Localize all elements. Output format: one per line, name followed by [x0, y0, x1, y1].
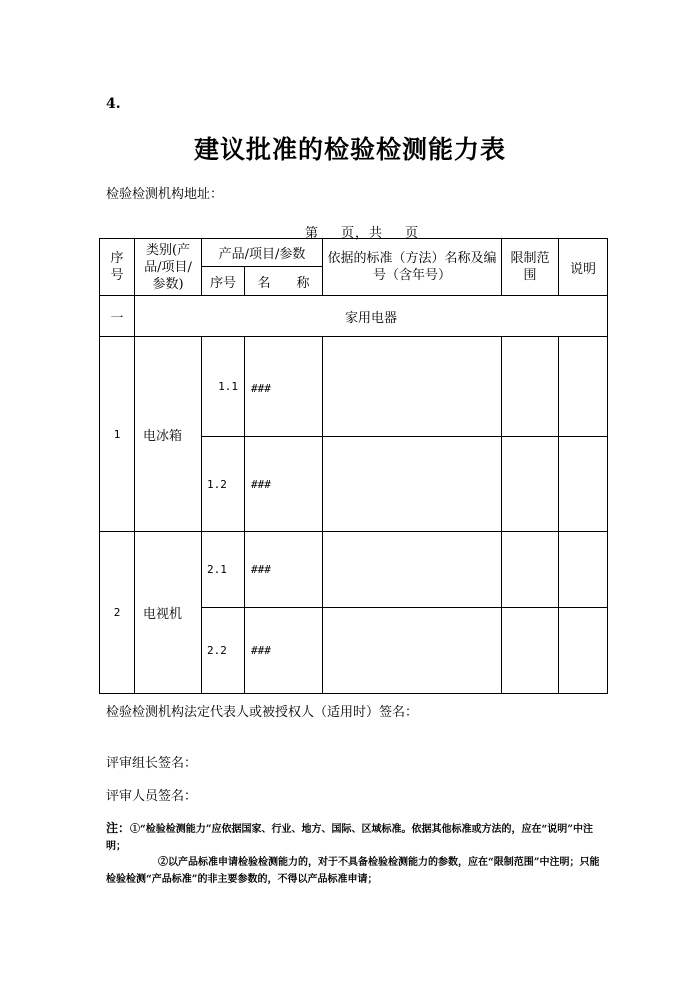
section-number: 4.: [106, 96, 121, 112]
item-name: ###: [245, 337, 323, 437]
team-leader-signature-label: 评审组长签名：: [106, 756, 198, 771]
item-name: ###: [245, 608, 323, 694]
note-2: ②以产品标准申请检验检测能力的，对于不具备检验检测能力的参数，应在“限制范围”中注明；只能检验检测“产品标准”的非主要参数的，不得以产品标准申请；: [106, 857, 600, 885]
header-limit: 限制范围: [502, 239, 559, 296]
header-seq: 序号: [100, 239, 135, 296]
header-product-group: 产品/项目/参数: [202, 239, 323, 267]
table-row: [100, 337, 608, 437]
header-row-1: [100, 239, 608, 267]
header-sub-seq: 序号: [202, 267, 245, 296]
section-label: 家用电器: [135, 296, 608, 337]
item-standard: [323, 532, 502, 608]
header-category: 类别(产品/项目/参数): [135, 239, 202, 296]
item-sub-number: 2.1: [202, 532, 245, 608]
item-name: ###: [245, 437, 323, 532]
item-remark: [559, 337, 608, 437]
group-index: 2: [100, 532, 135, 694]
note-1: [106, 820, 606, 855]
item-sub-number: 1.1: [202, 337, 245, 437]
item-sub-number: 1.2: [202, 437, 245, 532]
page-ye-total: 页，共: [341, 226, 384, 241]
address-label: 检验检测机构地址：: [106, 187, 224, 202]
item-standard: [323, 608, 502, 694]
item-name: ###: [245, 532, 323, 608]
item-remark: [559, 532, 608, 608]
group-category: 电视机: [135, 532, 202, 694]
header-standard: 依据的标准（方法）名称及编号（含年号）: [323, 239, 502, 296]
item-limit: [502, 608, 559, 694]
section-index: 一: [100, 296, 135, 337]
group-index: 1: [100, 337, 135, 532]
capability-table: [99, 238, 608, 694]
item-standard: [323, 337, 502, 437]
item-limit: [502, 532, 559, 608]
header-remark: 说明: [559, 239, 608, 296]
item-remark: [559, 437, 608, 532]
legal-rep-signature-label: 检验检测机构法定代表人或被授权人（适用时）签名：: [106, 705, 419, 720]
item-limit: [502, 337, 559, 437]
group-category: 电冰箱: [135, 337, 202, 532]
item-remark: [559, 608, 608, 694]
note-1-text: ①“检验检测能力”应依据国家、行业、地方、国际、区域标准。依据其他标准或方法的，应在“说明”中注明；: [106, 824, 594, 852]
table-row: [100, 532, 608, 608]
section-row: [100, 296, 608, 337]
header-name: 名 称: [245, 267, 323, 296]
page-di: 第: [305, 226, 320, 241]
reviewers-signature-label: 评审人员签名：: [106, 789, 198, 804]
note-lead: 注：: [106, 821, 131, 835]
item-limit: [502, 437, 559, 532]
page-ye: 页: [405, 226, 420, 241]
item-standard: [323, 437, 502, 532]
item-sub-number: 2.2: [202, 608, 245, 694]
page-title: 建议批准的检验检测能力表: [193, 135, 506, 164]
